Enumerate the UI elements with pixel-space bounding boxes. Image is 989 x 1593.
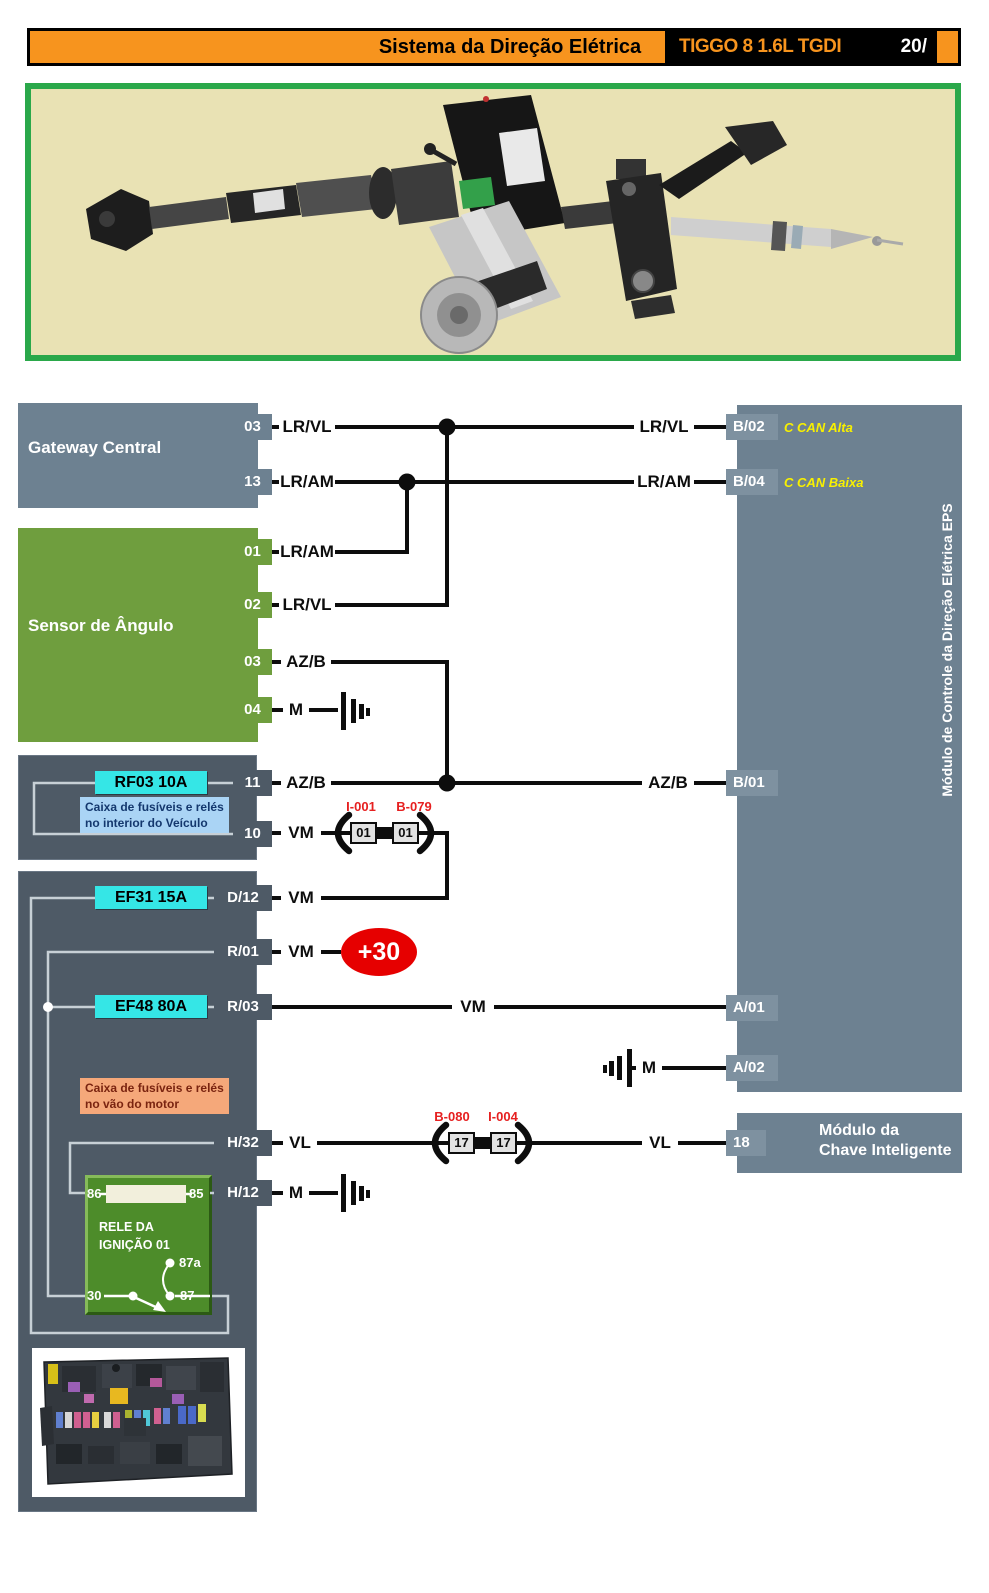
wire-label-lram: LR/AM [634,471,694,493]
wire-label-vm: VM [281,887,321,909]
pin-gateway-03: 03 [233,414,272,440]
relay-pin-87a: 87a [179,1255,201,1270]
pin-engine-r03: R/03 [214,994,272,1020]
connector-label-i004: I-004 [488,1109,518,1124]
fusebox-photo [32,1348,245,1497]
note-line2: no vão do motor [85,1097,179,1111]
connector-pin-box: 17 [490,1132,517,1154]
note-line1: Caixa de fusíveis e relés [85,1081,224,1095]
pin-sensor-04: 04 [233,697,272,723]
eps-module-title: Módulo de Controle da Direção Elétrica EPS [939,503,955,797]
relay-pin-30: 30 [87,1288,102,1303]
relay-pin-85: 85 [189,1186,204,1201]
wire-label-vl: VL [642,1132,678,1154]
connector-label-i001: I-001 [346,799,376,814]
pin-eps-a01: A/01 [726,995,778,1021]
relay-coil [106,1185,186,1203]
interior-fusebox-note [80,797,229,833]
can-high-label: C CAN Alta [784,420,853,435]
pin-gateway-13: 13 [233,469,272,495]
page-number: 20/ [900,36,927,57]
pin-eps-b04: B/04 [726,469,778,495]
relay-title-line1: RELE DA [99,1220,154,1234]
relay-pin-86: 86 [87,1186,102,1201]
wire-label-lram: LR/AM [280,542,334,561]
connector-pin-box: 17 [448,1132,475,1154]
wire-label-vm: VM [281,822,321,844]
engine-fusebox-note [80,1078,229,1114]
internal-junction-dot [43,1002,53,1012]
relay-title-line2: IGNIÇÃO 01 [99,1238,170,1252]
fusebox-photo-frame [32,1348,245,1497]
connector-pin-box: 01 [350,822,377,844]
pin-eps-b02: B/02 [726,414,778,440]
wire-label-vm: VM [452,996,494,1018]
wire-label-lrvl: LR/VL [279,594,335,616]
pin-interior-11: 11 [233,770,272,796]
can-low-label: C CAN Baixa [784,475,864,490]
wire-label-lrvl: LR/VL [634,416,694,438]
pin-engine-h12: H/12 [214,1180,272,1206]
inline-connector-bars [372,827,494,1149]
ground-icon [341,692,370,730]
gateway-title: Gateway Central [28,438,162,457]
pin-engine-r01: R/01 [214,939,272,965]
junction-dot [439,775,456,792]
pin-smartkey-18: 18 [726,1130,766,1156]
note-line1: Caixa de fusíveis e relés [85,800,224,814]
pin-sensor-01: 01 [233,539,272,565]
pin-eps-a02: A/02 [726,1055,778,1081]
wire-label-vm: VM [281,941,321,963]
smart-key-title-line2: Chave Inteligente [819,1142,952,1159]
vehicle-model: TIGGO 8 1.6L TGDI [679,36,842,57]
relay-arrowhead [153,1301,166,1312]
page-title: Sistema da Direção Elétrica [378,36,642,58]
pin-engine-h32: H/32 [214,1130,272,1156]
wire-label-m: M [283,1182,309,1204]
wire-label-m: M [283,699,309,721]
pin-eps-b01: B/01 [726,770,778,796]
wire-sensor-canhigh-branch [272,427,447,605]
pin-sensor-02: 02 [233,592,272,618]
pin-sensor-03: 03 [233,649,272,675]
pin-interior-10: 10 [233,821,272,847]
ground-icon-mirrored [603,1049,632,1087]
fuse-ef31-label: EF31 15A [95,886,207,909]
ground-icon [341,1174,370,1212]
connector-label-b080: B-080 [434,1109,470,1124]
wire-label-lram: LR/AM [280,472,334,491]
wire-label-vl: VL [283,1132,317,1154]
wire-sensor-azb-branch [272,662,447,783]
connector-label-b079: B-079 [396,799,432,814]
wire-label-m: M [636,1057,662,1079]
wire-label-azb: AZ/B [281,772,331,794]
wire-label-azb: AZ/B [281,651,331,673]
relay-pin-87: 87 [180,1288,195,1303]
pin-engine-d12: D/12 [214,885,272,911]
note-line2: no interior do Veículo [85,816,208,830]
fuse-ef48-label: EF48 80A [95,995,207,1018]
battery-plus30-badge: +30 [341,928,417,976]
junction-dot [399,474,416,491]
wire-label-lrvl: LR/VL [279,416,335,438]
fuse-rf03-label: RF03 10A [95,771,207,794]
wire-label-azb: AZ/B [642,772,694,794]
smart-key-title-line1: Módulo da [819,1122,899,1139]
connector-pin-box: 01 [392,822,419,844]
junction-dot [439,419,456,436]
angle-sensor-title: Sensor de Ângulo [28,616,174,635]
